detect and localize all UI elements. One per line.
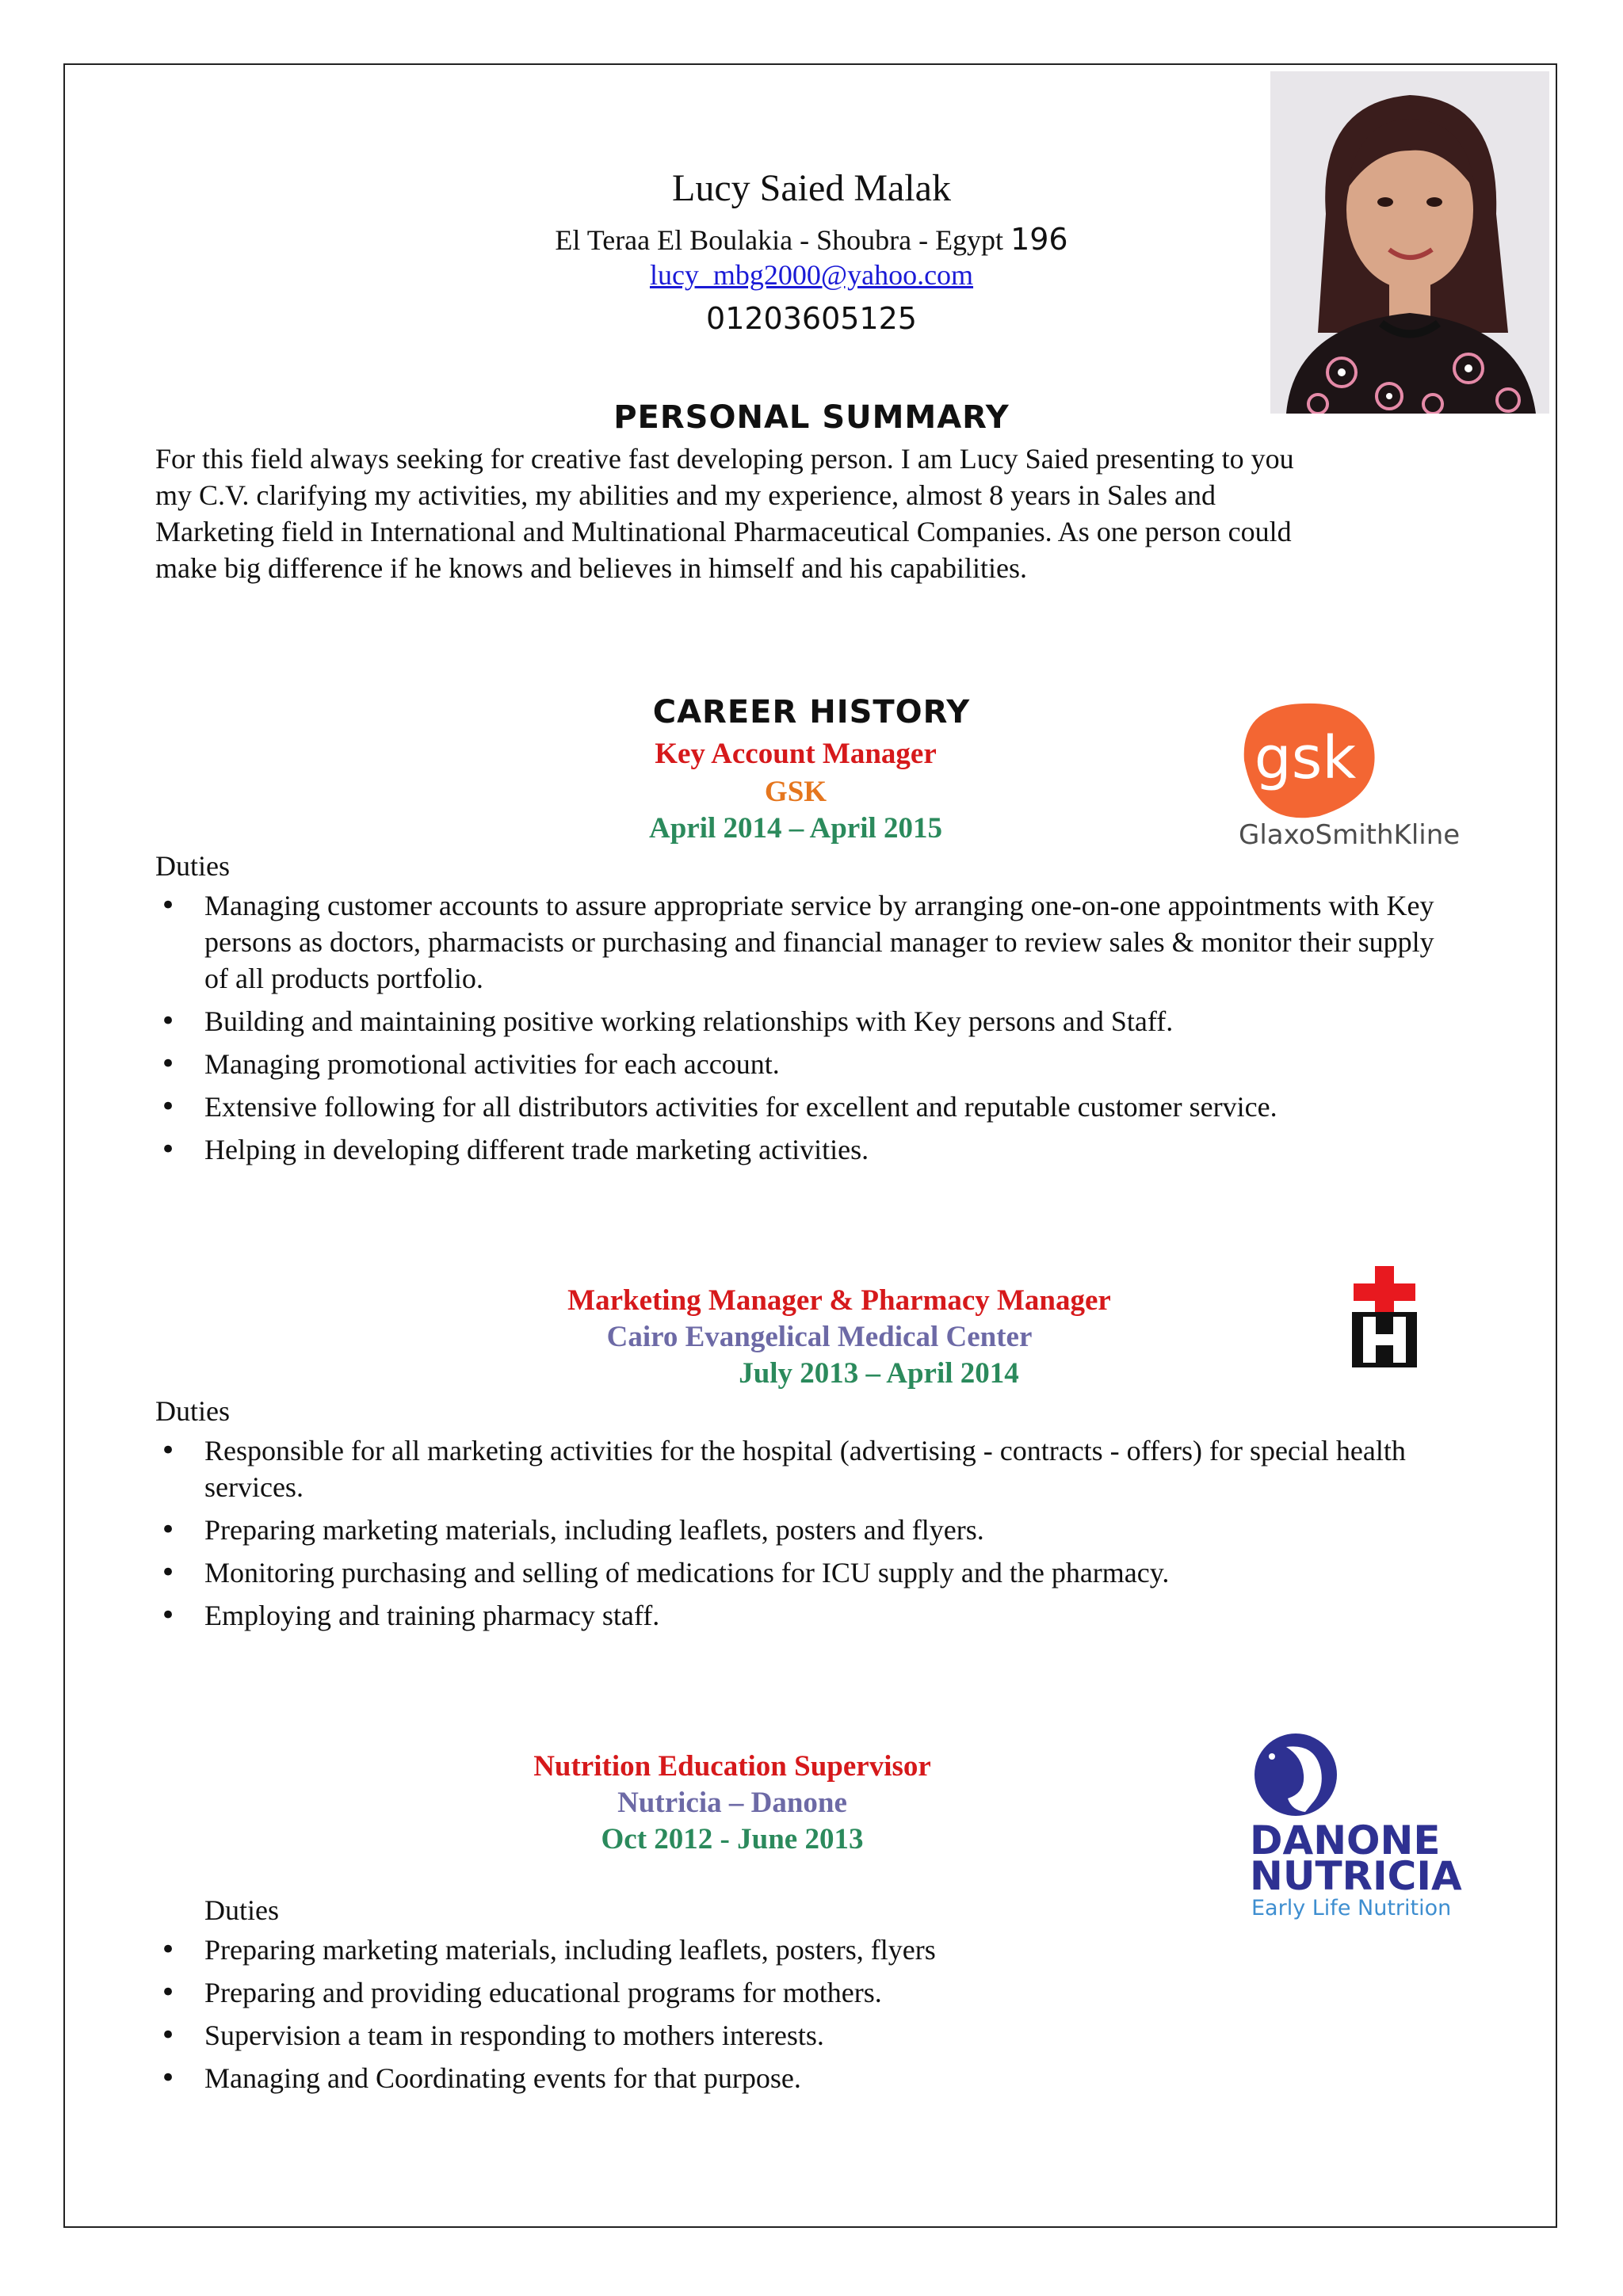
duties-list bbox=[155, 1932, 1463, 2103]
job-company: Cairo Evangelical Medical Center bbox=[606, 1321, 1033, 1353]
job-role: Marketing Manager & Pharmacy Manager bbox=[567, 1284, 1111, 1317]
list-item: • Employing and training pharmacy staff. bbox=[155, 1597, 1463, 1634]
job-company: GSK bbox=[764, 776, 827, 808]
job-period: Oct 2012 - June 2013 bbox=[601, 1823, 864, 1855]
duties-list bbox=[155, 887, 1463, 1174]
danone-nutricia-logo bbox=[1248, 1731, 1470, 1921]
email-link[interactable]: lucy_mbg2000@yahoo.com bbox=[649, 259, 974, 291]
summary-line: my C.V. clarifying my activities, my abilities and my experience, almost 8 years in Sales and bbox=[155, 479, 1216, 511]
list-item: • Building and maintaining positive working relationships with Key persons and Staff. bbox=[155, 1003, 1463, 1039]
list-item: • Supervision a team in responding to mothers interests. bbox=[155, 2017, 1463, 2054]
summary-line: Marketing field in International and Multinational Pharmaceutical Companies. As one person could bbox=[155, 516, 1292, 547]
gsk-logo-caption: GlaxoSmithKline bbox=[1239, 819, 1461, 851]
gsk-logo-mark: gsk bbox=[1254, 724, 1357, 792]
job-company: Nutricia – Danone bbox=[617, 1787, 847, 1819]
address bbox=[0, 222, 1623, 257]
address-number: 196 bbox=[1010, 222, 1068, 257]
danone-logo-line2: NUTRICIA bbox=[1250, 1853, 1462, 1899]
phone-number: 01203605125 bbox=[706, 301, 917, 336]
address-text: El Teraa El Boulakia - Shoubra - Egypt bbox=[555, 224, 1004, 256]
job-period: April 2014 – April 2015 bbox=[648, 812, 943, 845]
list-item: • Helping in developing different trade marketing activities. bbox=[155, 1131, 1463, 1168]
job-period: July 2013 – April 2014 bbox=[739, 1357, 1019, 1390]
duties-label: Duties bbox=[155, 1395, 230, 1427]
list-item: • Monitoring purchasing and selling of medications for ICU supply and the pharmacy. bbox=[155, 1554, 1463, 1591]
hospital-cross-logo bbox=[1347, 1266, 1423, 1369]
list-item: • Extensive following for all distributors activities for excellent and reputable customer service. bbox=[155, 1089, 1463, 1125]
duties-list bbox=[155, 1432, 1463, 1640]
list-item: • Managing promotional activities for each account. bbox=[155, 1046, 1463, 1082]
summary-line: For this field always seeking for creative fast developing person. I am Lucy Saied presenting to you bbox=[155, 443, 1294, 475]
summary-text bbox=[155, 441, 1423, 586]
summary-line: make big difference if he knows and believes in himself and his capabilities. bbox=[155, 552, 1028, 584]
career-heading: CAREER HISTORY bbox=[652, 694, 971, 730]
list-item: • Preparing and providing educational programs for mothers. bbox=[155, 1974, 1463, 2011]
duties-label: Duties bbox=[204, 1894, 279, 1926]
summary-heading: PERSONAL SUMMARY bbox=[613, 399, 1010, 436]
list-item: • Managing and Coordinating events for that purpose. bbox=[155, 2060, 1463, 2096]
duties-label: Duties bbox=[155, 850, 230, 882]
danone-logo-tagline: Early Life Nutrition bbox=[1251, 1896, 1452, 1920]
job-role: Key Account Manager bbox=[655, 738, 937, 770]
candidate-name: Lucy Saied Malak bbox=[672, 167, 951, 209]
list-item: • Preparing marketing materials, including leaflets, posters and flyers. bbox=[155, 1512, 1463, 1548]
list-item: • Responsible for all marketing activities for the hospital (advertising - contracts - offers) for special health services. bbox=[155, 1432, 1463, 1505]
list-item: • Preparing marketing materials, including leaflets, posters, flyers bbox=[155, 1932, 1463, 1968]
danone-logo-line1: DANONE bbox=[1250, 1817, 1441, 1863]
job-role: Nutrition Education Supervisor bbox=[533, 1750, 931, 1783]
gsk-logo bbox=[1232, 697, 1470, 852]
list-item: • Managing customer accounts to assure appropriate service by arranging one-on-one appointments with Key persons as doctors, pharmacists or purchasing and financial manager to review sales & monitor their supply of all products portfolio. bbox=[155, 887, 1463, 997]
